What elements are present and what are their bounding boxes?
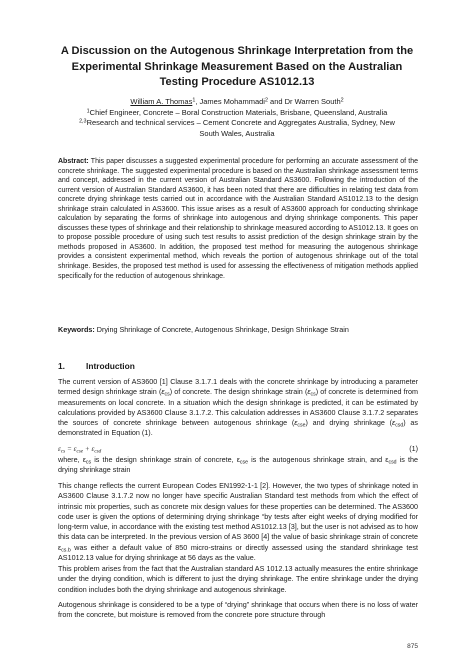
subscript: cse bbox=[297, 422, 306, 429]
where-text: is the autogenous shrinkage strain, and ε bbox=[247, 455, 389, 464]
affiliation-2 bbox=[60, 118, 414, 129]
p2-text: This change reflects the current European Codes EN1992-1-1 [2]. However, the two types of shrinkage noted in AS3600 Clause 3.1.7.2 now no longer have specific Australian Standard test methods from which the effect of intrinsic mix properties, such as concrete mix design values for these properties can be determined. The AS3600 code user is given the options of determining drying shrinkage “by tests after eight weeks of drying modified for long-term value, in accordance with the existing test method AS1012.13 [3], but the user is not advised as to how this data can be interpreted. In the previous version of AS 3600 [4] the value of basic shrinkage strain of concrete ε bbox=[58, 481, 418, 552]
author-names: , James Mohammadi bbox=[195, 97, 265, 106]
paragraph-1 bbox=[58, 377, 418, 439]
section-heading bbox=[58, 361, 135, 371]
section-number: 1. bbox=[58, 361, 65, 371]
subscript: cs bbox=[164, 391, 170, 398]
affil-sup: 1 bbox=[86, 108, 90, 115]
where-text: is the design shrinkage strain of concrete, ε bbox=[91, 455, 240, 464]
subscript: cs bbox=[85, 459, 92, 466]
keywords-label: Keywords: bbox=[58, 325, 95, 334]
p1-text: ) and drying shrinkage ( bbox=[305, 418, 393, 428]
subscript: csd bbox=[388, 459, 397, 466]
keywords bbox=[58, 325, 418, 335]
author-block bbox=[60, 97, 414, 139]
author-line bbox=[60, 97, 414, 108]
first-author: William A. Thomas bbox=[130, 97, 193, 106]
abstract-label: Abstract: bbox=[58, 158, 89, 165]
subscript: cse bbox=[76, 448, 84, 455]
equation-1 bbox=[58, 444, 418, 455]
paper-title bbox=[40, 44, 434, 91]
title-line-2: Experimental Shrinkage Measurement Based on the Australian bbox=[71, 60, 403, 73]
title-line-1: A Discussion on the Autogenous Shrinkage Interpretation from the bbox=[60, 45, 414, 57]
keywords-text: Drying Shrinkage of Concrete, Autogenous Shrinkage, Design Shrinkage Strain bbox=[96, 325, 349, 334]
equation-number: (1) bbox=[409, 444, 418, 453]
eq-part: + ε bbox=[83, 445, 95, 453]
where-text: where, ε bbox=[58, 455, 86, 464]
paragraph-3: This problem arises from the fact that the Australian standard AS 1012.13 actually measures the entire shrinkage under the drying condition, which is different to just the drying shrinkage. The entire shrinkage under the drying condition includes both the drying shrinkage and autogenous shrinkage. bbox=[58, 564, 418, 594]
epsilon-symbol: ε bbox=[294, 418, 298, 428]
subscript: cs bbox=[60, 448, 66, 455]
section-title: Introduction bbox=[86, 361, 135, 371]
eq-part: ε bbox=[58, 445, 61, 453]
paragraph-4: Autogenous shrinkage is considered to be a type of “drying” shrinkage that occurs when there is no loss of water from the concrete, but moisture is removed from the concrete pore structure through bbox=[58, 600, 418, 620]
author-sup: 2 bbox=[264, 97, 268, 104]
epsilon-symbol: ε bbox=[161, 387, 165, 397]
title-line-3: Testing Procedure AS1012.13 bbox=[159, 76, 315, 88]
affil-text: Research and technical services – Cement Concrete and Aggregates Australia, Sydney, New bbox=[86, 118, 395, 128]
affil-text: Chief Engineer, Concrete – Boral Construction Materials, Brisbane, Queensland, Australia bbox=[89, 107, 388, 117]
subscript: csd bbox=[395, 422, 404, 429]
p1-text: ) of concrete is determined from measurements on local concrete. In a situation which the design shrinkage is predicted, it can be estimated by calculations provided by AS3600 Clause 3.1.7.2. This calculation addresses in AS3600 Clause 3.1.7.2 separates the sources of concrete shrinkage between autogenous shrinkage ( bbox=[58, 387, 419, 428]
epsilon-symbol: ε bbox=[392, 418, 396, 428]
equation-body bbox=[58, 444, 101, 454]
subscript: cs bbox=[310, 391, 316, 398]
author-sup: 1 bbox=[192, 97, 196, 104]
abstract bbox=[58, 157, 418, 281]
affil-sup: 2,3 bbox=[79, 118, 87, 125]
p1-text: ) as demonstrated in Equation (1). bbox=[58, 418, 418, 438]
equation-where bbox=[58, 455, 418, 476]
where-text: is the drying shrinkage strain bbox=[58, 455, 418, 475]
paragraph-2 bbox=[58, 481, 418, 563]
abstract-text: This paper discusses a suggested experimental procedure for performing an accurate assessment of the concrete shrinkage. The suggested experimental procedure is based on the Australian shrinkage assessment terms and concept, addressed in the current version of Australian Standard AS3600. Following the introduction of the current version of Australian Standard AS3600, it has been noted that there are difficulties in relating test data from concrete drying shrinkage tests carried out in accordance with the Australian Standard AS1012.13 to the design shrinkage strain calculated in AS3600. This issue arises as a result of AS3600 approach for conducting shrinkage calculation by separating the forms of shrinkage into autogenous and drying shrinkage components. This paper discusses these types of shrinkage and their relationship to shrinkage measured according to AS1012.13. It goes on to propose possible procedure of using such test results to assist prediction of the design shrinkage strain by the methods proposed in AS3600. In addition, the proposed test method for measuring the autogenous shrinkage provides a consistent experimental method, which reveals the portion of autogenous shrinkage out of the total shrinkage. Besides, the proposed test method is used for assessing the effectiveness of mitigation methods applied specifically for the reduction of autogenous shrinkage. bbox=[58, 158, 418, 280]
subscript: cs.b bbox=[61, 547, 71, 554]
p1-text: The current version of AS3600 [1] Clause 3.1.7.1 deals with the concrete shrinkage by introducing a parameter termed design shrinkage strain ( bbox=[58, 377, 418, 397]
p1-text: ) of concrete. The design shrinkage strain ( bbox=[169, 387, 308, 397]
page-number: 875 bbox=[407, 643, 418, 650]
eq-part: = ε bbox=[65, 445, 77, 453]
affiliation-1 bbox=[60, 108, 414, 119]
affiliation-2-cont: South Wales, Australia bbox=[199, 128, 275, 138]
subscript: cse bbox=[239, 459, 248, 466]
author-names: and Dr Warren South bbox=[267, 97, 341, 106]
subscript: csd bbox=[94, 448, 102, 455]
epsilon-symbol: ε bbox=[307, 387, 311, 397]
author-sup: 2 bbox=[340, 97, 344, 104]
p2-text: was either a default value of 850 micro-strains or directly assessed using the standard shrinkage test AS1012.13 value for drying shrinkage at 56 days as the value. bbox=[58, 542, 418, 563]
